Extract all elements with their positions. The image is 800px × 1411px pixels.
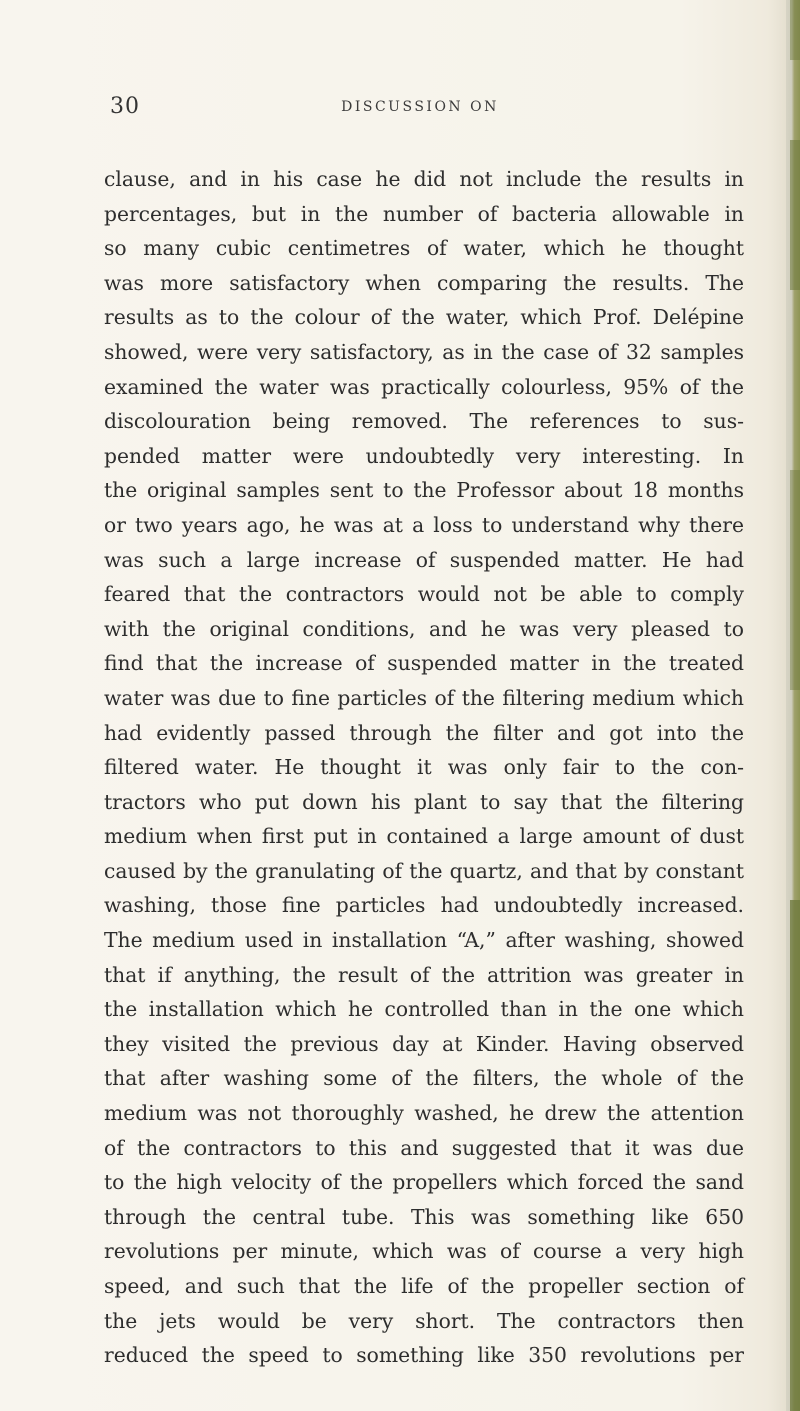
text-line: percentages, but in the number of bacteria allowable in — [104, 201, 744, 226]
text-line: through the central tube. This was something like 650 — [104, 1204, 744, 1229]
text-line: results as to the colour of the water, which Prof. Delépine — [104, 305, 744, 330]
page-number: 30 — [110, 94, 140, 119]
text-line: washing, those fine particles had undoubtedly increased. — [104, 893, 744, 918]
text-line: was more satisfactory when comparing the results. The — [104, 270, 744, 295]
text-line: speed, and such that the life of the propeller section of — [104, 1274, 744, 1298]
text-line: pended matter were undoubtedly very interesting. In — [104, 443, 744, 468]
text-line: so many cubic centimetres of water, which he thought — [104, 236, 744, 261]
text-line: revolutions per minute, which was of course a very high — [104, 1239, 744, 1264]
text-line: or two years ago, he was at a loss to understand why there — [104, 512, 744, 537]
text-line: medium was not thoroughly washed, he drew the attention — [104, 1101, 744, 1126]
text-line: The medium used in installation “A,” after washing, showed — [104, 928, 744, 953]
text-line: of the contractors to this and suggested that it was due — [104, 1135, 744, 1160]
page-edge-mark — [790, 900, 800, 1411]
text-line: tractors who put down his plant to say that the filtering — [104, 789, 744, 814]
page-edge-mark — [790, 140, 800, 290]
page-edge-mark — [790, 0, 800, 60]
text-line: caused by the granulating of the quartz, and that by constant — [104, 858, 744, 883]
text-line: reduced the speed to something like 350 revolutions per — [104, 1343, 744, 1368]
text-line: showed, were very satisfactory, as in the case of 32 samples — [104, 339, 744, 364]
text-line: medium when first put in contained a large amount of dust — [104, 824, 744, 849]
running-head: DISCUSSION ON — [341, 99, 499, 115]
text-line: that if anything, the result of the attrition was greater in — [104, 962, 744, 987]
text-line: had evidently passed through the filter and got into the — [104, 720, 744, 745]
page-edge-mark — [790, 470, 800, 690]
text-line: they visited the previous day at Kinder. Having observed — [104, 1031, 744, 1056]
text-line: that after washing some of the filters, the whole of the — [104, 1066, 744, 1091]
page-header — [110, 94, 730, 124]
text-line: was such a large increase of suspended matter. He had — [104, 547, 744, 572]
text-line: discolouration being removed. The references to sus- — [104, 409, 744, 434]
text-line: the jets would be very short. The contractors then — [104, 1308, 744, 1333]
body-text — [104, 162, 744, 1373]
text-line: feared that the contractors would not be able to comply — [104, 582, 744, 607]
text-line: the installation which he controlled than in the one which — [104, 997, 744, 1022]
text-line: with the original conditions, and he was very pleased to — [104, 616, 744, 641]
text-line: clause, and in his case he did not include the results in — [104, 167, 744, 191]
page-edge — [786, 0, 800, 1411]
text-line: the original samples sent to the Professor about 18 months — [104, 478, 744, 503]
text-line: find that the increase of suspended matter in the treated — [104, 651, 744, 676]
text-line: water was due to fine particles of the filtering medium which — [104, 685, 744, 710]
text-line: filtered water. He thought it was only fair to the con- — [104, 755, 744, 780]
text-line: examined the water was practically colourless, 95% of the — [104, 374, 744, 399]
text-line: to the high velocity of the propellers which forced the sand — [104, 1170, 744, 1195]
